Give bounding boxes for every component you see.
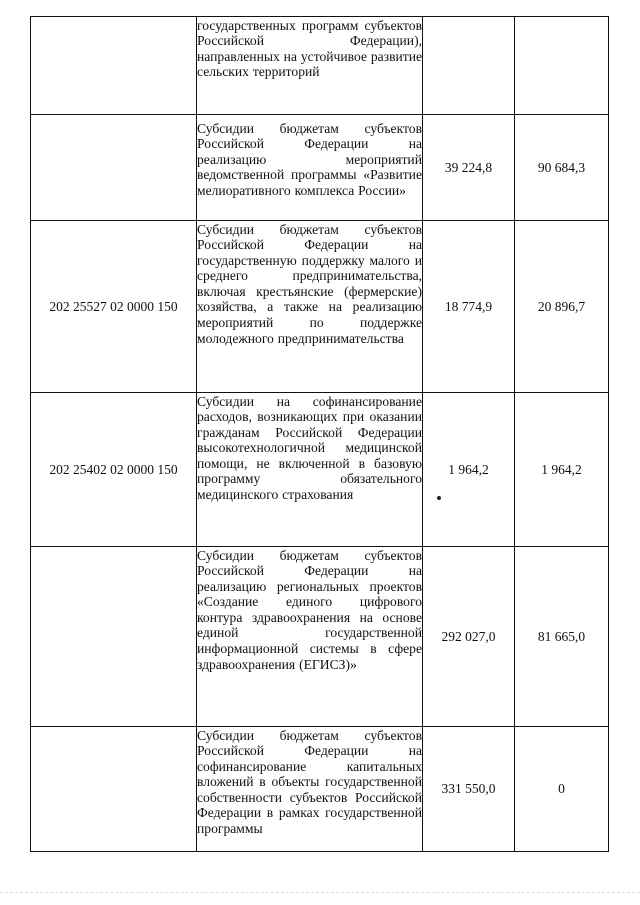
value-2019-cell [423, 17, 515, 115]
budget-code-cell [31, 17, 197, 115]
description-cell [197, 115, 423, 221]
value-2020-cell: 0 [515, 727, 609, 852]
budget-code-cell [31, 547, 197, 727]
value-2019-cell: 18 774,9 [423, 221, 515, 393]
description-text: Субсидии на софинансирование расходов, возникающих при оказании гражданам Российской Федерации высокотехнологичной медицинской помощи, не включенной в базовую программу обязательного медицинского страхования [197, 393, 422, 503]
value-2020-cell: 81 665,0 [515, 547, 609, 727]
value-2019-cell: 39 224,8 [423, 115, 515, 221]
description-cell [197, 547, 423, 727]
description-text: Субсидии бюджетам субъектов Российской Федерации на реализацию региональных проектов «Создание единого цифрового контура здравоохранения на основе единой государственной информационной системы в сфере здравоохранения (ЕГИСЗ)» [197, 547, 422, 672]
budget-code-cell: 202 25527 02 0000 150 [31, 221, 197, 393]
description-cell [197, 221, 423, 393]
table-row [31, 393, 609, 547]
description-cell [197, 17, 423, 115]
budget-table [30, 16, 609, 852]
description-cell [197, 393, 423, 547]
scan-speck [437, 496, 441, 500]
value-2019-cell: 292 027,0 [423, 547, 515, 727]
value-2020-cell: 20 896,7 [515, 221, 609, 393]
table-row [31, 727, 609, 852]
budget-code-cell: 202 25402 02 0000 150 [31, 393, 197, 547]
value-2020-cell: 90 684,3 [515, 115, 609, 221]
table-row [31, 221, 609, 393]
table-row [31, 547, 609, 727]
description-text: Субсидии бюджетам субъектов Российской Федерации на государственную поддержку малого и среднего предпринимательства, включая крестьянские (фермерские) хозяйства, а также на реализацию мероприятий по поддержке молодежного предпринимательства [197, 221, 422, 346]
value-2020-cell: 1 964,2 [515, 393, 609, 547]
description-text: Субсидии бюджетам субъектов Российской Федерации на реализацию мероприятий ведомственной программы «Развитие мелиоративного комплекса России» [197, 120, 422, 198]
value-2019-cell: 1 964,2 [423, 393, 515, 547]
scan-edge-noise [0, 892, 640, 897]
description-text: государственных программ субъектов Российской Федерации), направленных на устойчивое развитие сельских территорий [197, 17, 422, 80]
description-cell [197, 727, 423, 852]
table-row [31, 115, 609, 221]
value-2020-cell [515, 17, 609, 115]
table-row [31, 17, 609, 115]
value-2019-cell: 331 550,0 [423, 727, 515, 852]
budget-code-cell [31, 115, 197, 221]
description-text: Субсидии бюджетам субъектов Российской Федерации на софинансирование капитальных вложений в объекты государственной собственности субъектов Российской Федерации в рамках государственной программы [197, 727, 422, 837]
budget-code-cell [31, 727, 197, 852]
